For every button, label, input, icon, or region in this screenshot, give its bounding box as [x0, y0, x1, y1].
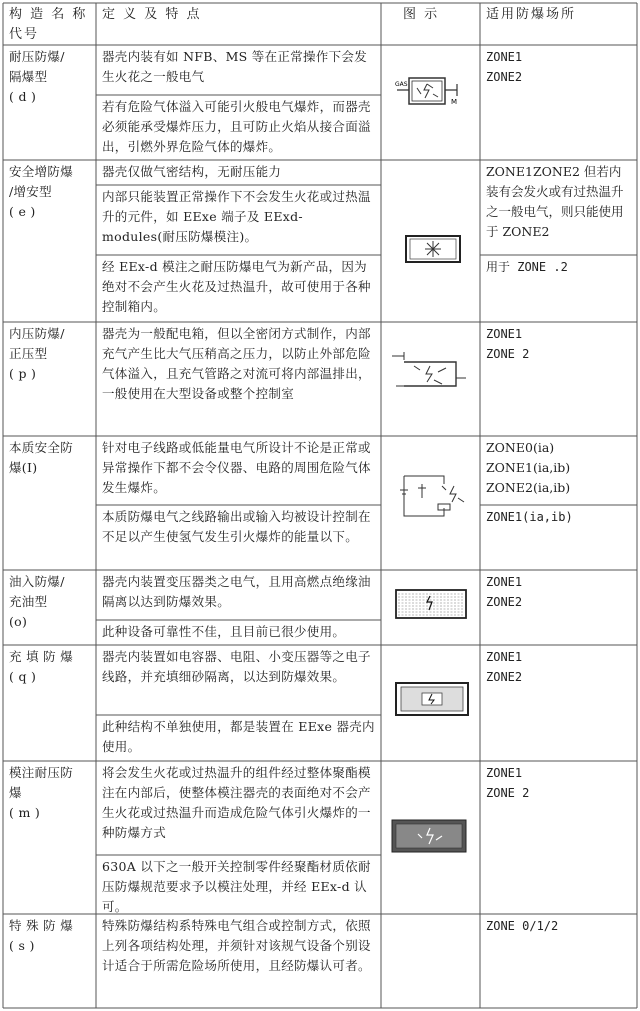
zone-cell: ZONE1ZONE2 但若内装有会发火或有过热温升之一般电气，则只能使用于 ZONE2: [486, 164, 624, 239]
structure-name-cell: 模注耐压防 爆 ( m ): [9, 765, 74, 820]
definition-cell: 此种设备可靠性不佳，且目前已很少使用。: [102, 624, 346, 639]
header-definition: 定 义 及 特 点: [102, 7, 202, 22]
definition-cell: 将会发生火花或过热温升的组件经过整体聚酯模注在内部后，使整体模注器壳的表面绝对不会产生火花或过热温升而造成危险气体引火爆炸的一种防爆方式: [102, 765, 371, 840]
definition-cell: 若有危险气体溢入可能引火般电气爆炸，而器壳必须能承受爆炸压力，且可防止火焰从接合面溢出，引燃外界危险气体的爆炸。: [102, 99, 371, 154]
structure-name-cell: 油入防爆/ 充油型 (o): [9, 574, 65, 629]
structure-name-cell: 特 殊 防 爆 ( s ): [9, 918, 74, 953]
zone-cell: ZONE1(ia,ib): [486, 510, 573, 524]
definition-cell: 本质防爆电气之线路输出或输入均被设计控制在不足以产生使氢气发生引火爆炸的能量以下。: [102, 509, 371, 544]
definition-cell: 内部只能装置正常操作下不会发生火花或过热温升的元件，如 EExe 端子及 EExd-modules(耐压防爆模注)。: [102, 189, 371, 244]
definition-cell: 针对电子线路或低能量电气所设计不论是正常或异常操作下都不会令仪器、电路的周围危险气体发生爆炸。: [102, 440, 371, 495]
definition-cell: 器壳内装置如电容器、电阻、小变压器等之电子线路，并充填细砂隔离，以达到防爆效果。: [102, 649, 371, 684]
gas-label: GAS: [395, 81, 408, 88]
zone-cell: ZONE0(ia) ZONE1(ia,ib) ZONE2(ia,ib): [486, 440, 571, 495]
zone-cell: ZONE1 ZONE 2: [486, 766, 530, 800]
structure-name-cell: 耐压防爆/ 隔爆型 ( d ): [9, 49, 65, 104]
flameproof-diagram: [395, 74, 467, 108]
encapsulation-diagram: [390, 816, 468, 856]
structure-name-cell: 充 填 防 爆 ( q ): [9, 649, 74, 684]
oil-immersion-diagram: [394, 586, 468, 622]
header-diagram: 图 示: [403, 7, 440, 22]
header-structure-name: 构 造 名 称 代号: [9, 7, 88, 42]
zone-cell: ZONE1 ZONE2: [486, 575, 523, 609]
structure-name-cell: 安全增防爆 /增安型 ( e ): [9, 164, 74, 219]
structure-name-cell: 内压防爆/ 正压型 ( p ): [9, 326, 65, 381]
increased-safety-diagram: [404, 234, 462, 264]
motor-label: M: [451, 98, 458, 106]
zone-cell: 用于 ZONE .2: [486, 260, 568, 274]
definition-cell: 器壳仅做气密结构，无耐压能力: [102, 164, 282, 179]
zone-cell: ZONE1 ZONE 2: [486, 327, 530, 361]
header-applicable-zones: 适用防爆场所: [486, 7, 577, 22]
definition-cell: 器壳内装置变压器类之电气，且用高燃点绝缘油隔离以达到防爆效果。: [102, 574, 371, 609]
definition-cell: 此种结构不单独使用，都是装置在 EExe 器壳内使用。: [102, 719, 375, 754]
definition-cell: 器壳内装有如 NFB、MS 等在正常操作下会发生火花之一般电气: [102, 49, 368, 84]
powder-filling-diagram: [394, 680, 470, 718]
definition-cell: 经 EEx-d 模注之耐压防爆电气为新产品，因为绝对不会产生火花及过热温升，故可使用于各种控制箱内。: [102, 259, 371, 314]
zone-cell: ZONE1 ZONE2: [486, 650, 523, 684]
definition-cell: 器壳为一般配电箱，但以全密闭方式制作，内部充气产生比大气压稍高之压力，以防止外部危险气体溢入，且充气管路之对流可将内部温排出，一般使用在大型设备或整个控制室: [102, 326, 371, 401]
intrinsic-safety-diagram: [396, 466, 470, 526]
pressurized-diagram: [390, 348, 468, 394]
definition-cell: 特殊防爆结构系特殊电气组合或控制方式，依照上列各项结构处理，并须针对该规气设备个别设计适合于所需危险场所使用，且经防爆认可者。: [102, 918, 371, 973]
definition-cell: 630A 以下之一般开关控制零件经聚酯材质依耐压防爆规范要求予以模注处理，并经 EEx-d 认可。: [102, 859, 371, 913]
zone-cell: ZONE 0/1/2: [486, 919, 559, 933]
zone-cell: ZONE1 ZONE2: [486, 50, 523, 84]
structure-name-cell: 本质安全防 爆(I): [9, 440, 74, 475]
